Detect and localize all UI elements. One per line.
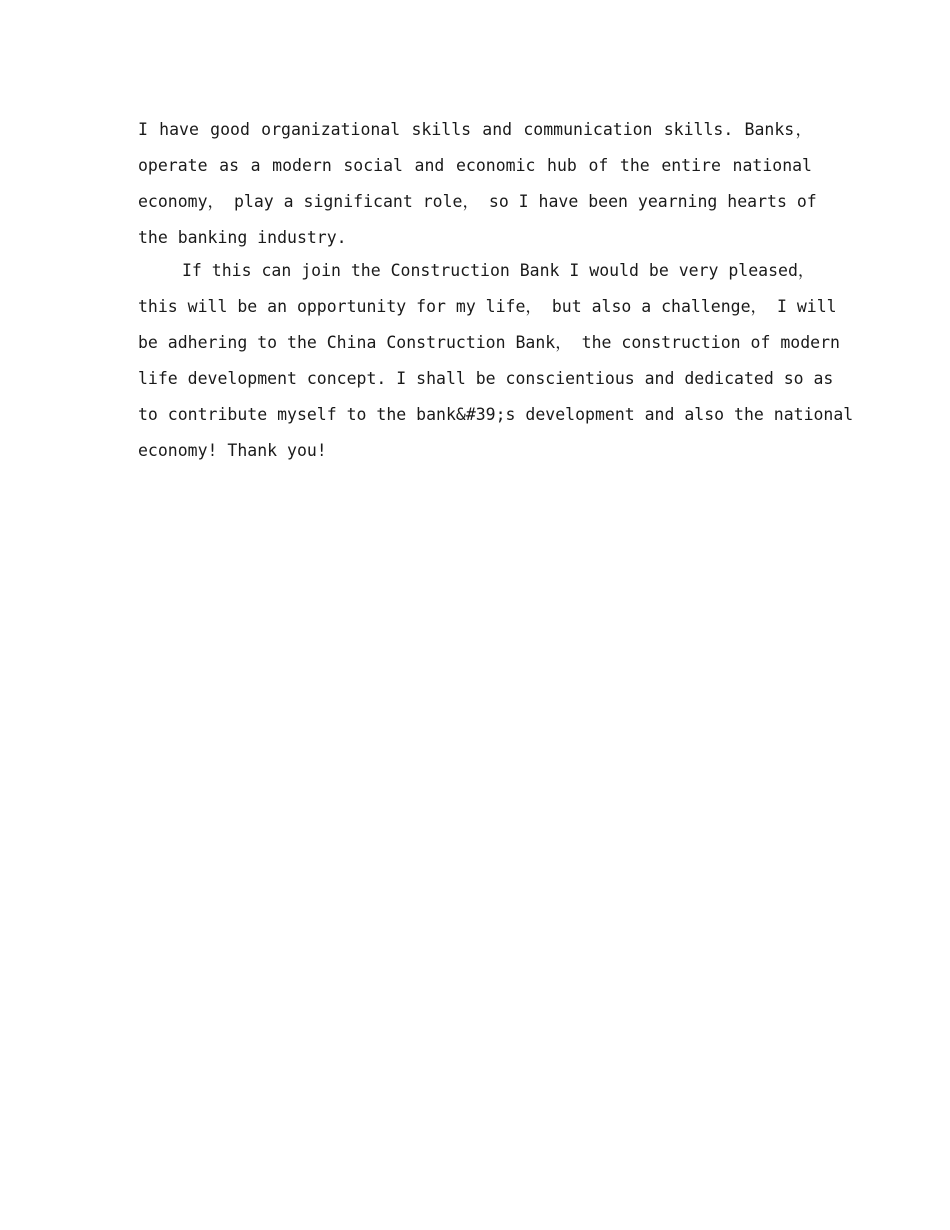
paragraph-line: economy! Thank you! xyxy=(138,441,327,460)
paragraph-line: this will be an opportunity for my life， but also a challenge， I will xyxy=(138,297,837,316)
paragraph-line: the banking industry. xyxy=(138,228,347,247)
paragraph-1 xyxy=(138,112,817,253)
paragraph-line: to contribute myself to the bank&#39;s development and also the national xyxy=(138,405,854,424)
paragraph-line: be adhering to the China Construction Bank， the construction of modern xyxy=(138,333,840,352)
paragraph-line: life development concept. I shall be conscientious and dedicated so as xyxy=(138,369,834,388)
paragraph-line: operate as a modern social and economic hub of the entire national xyxy=(138,156,812,175)
paragraph-2 xyxy=(138,253,854,469)
paragraph-line: I have good organizational skills and communication skills. Banks， xyxy=(138,120,812,139)
document-body xyxy=(138,112,854,469)
paragraph-line: If this can join the Construction Bank I would be very pleased， xyxy=(182,261,815,280)
paragraph-line: economy， play a significant role， so I have been yearning hearts of xyxy=(138,192,817,211)
